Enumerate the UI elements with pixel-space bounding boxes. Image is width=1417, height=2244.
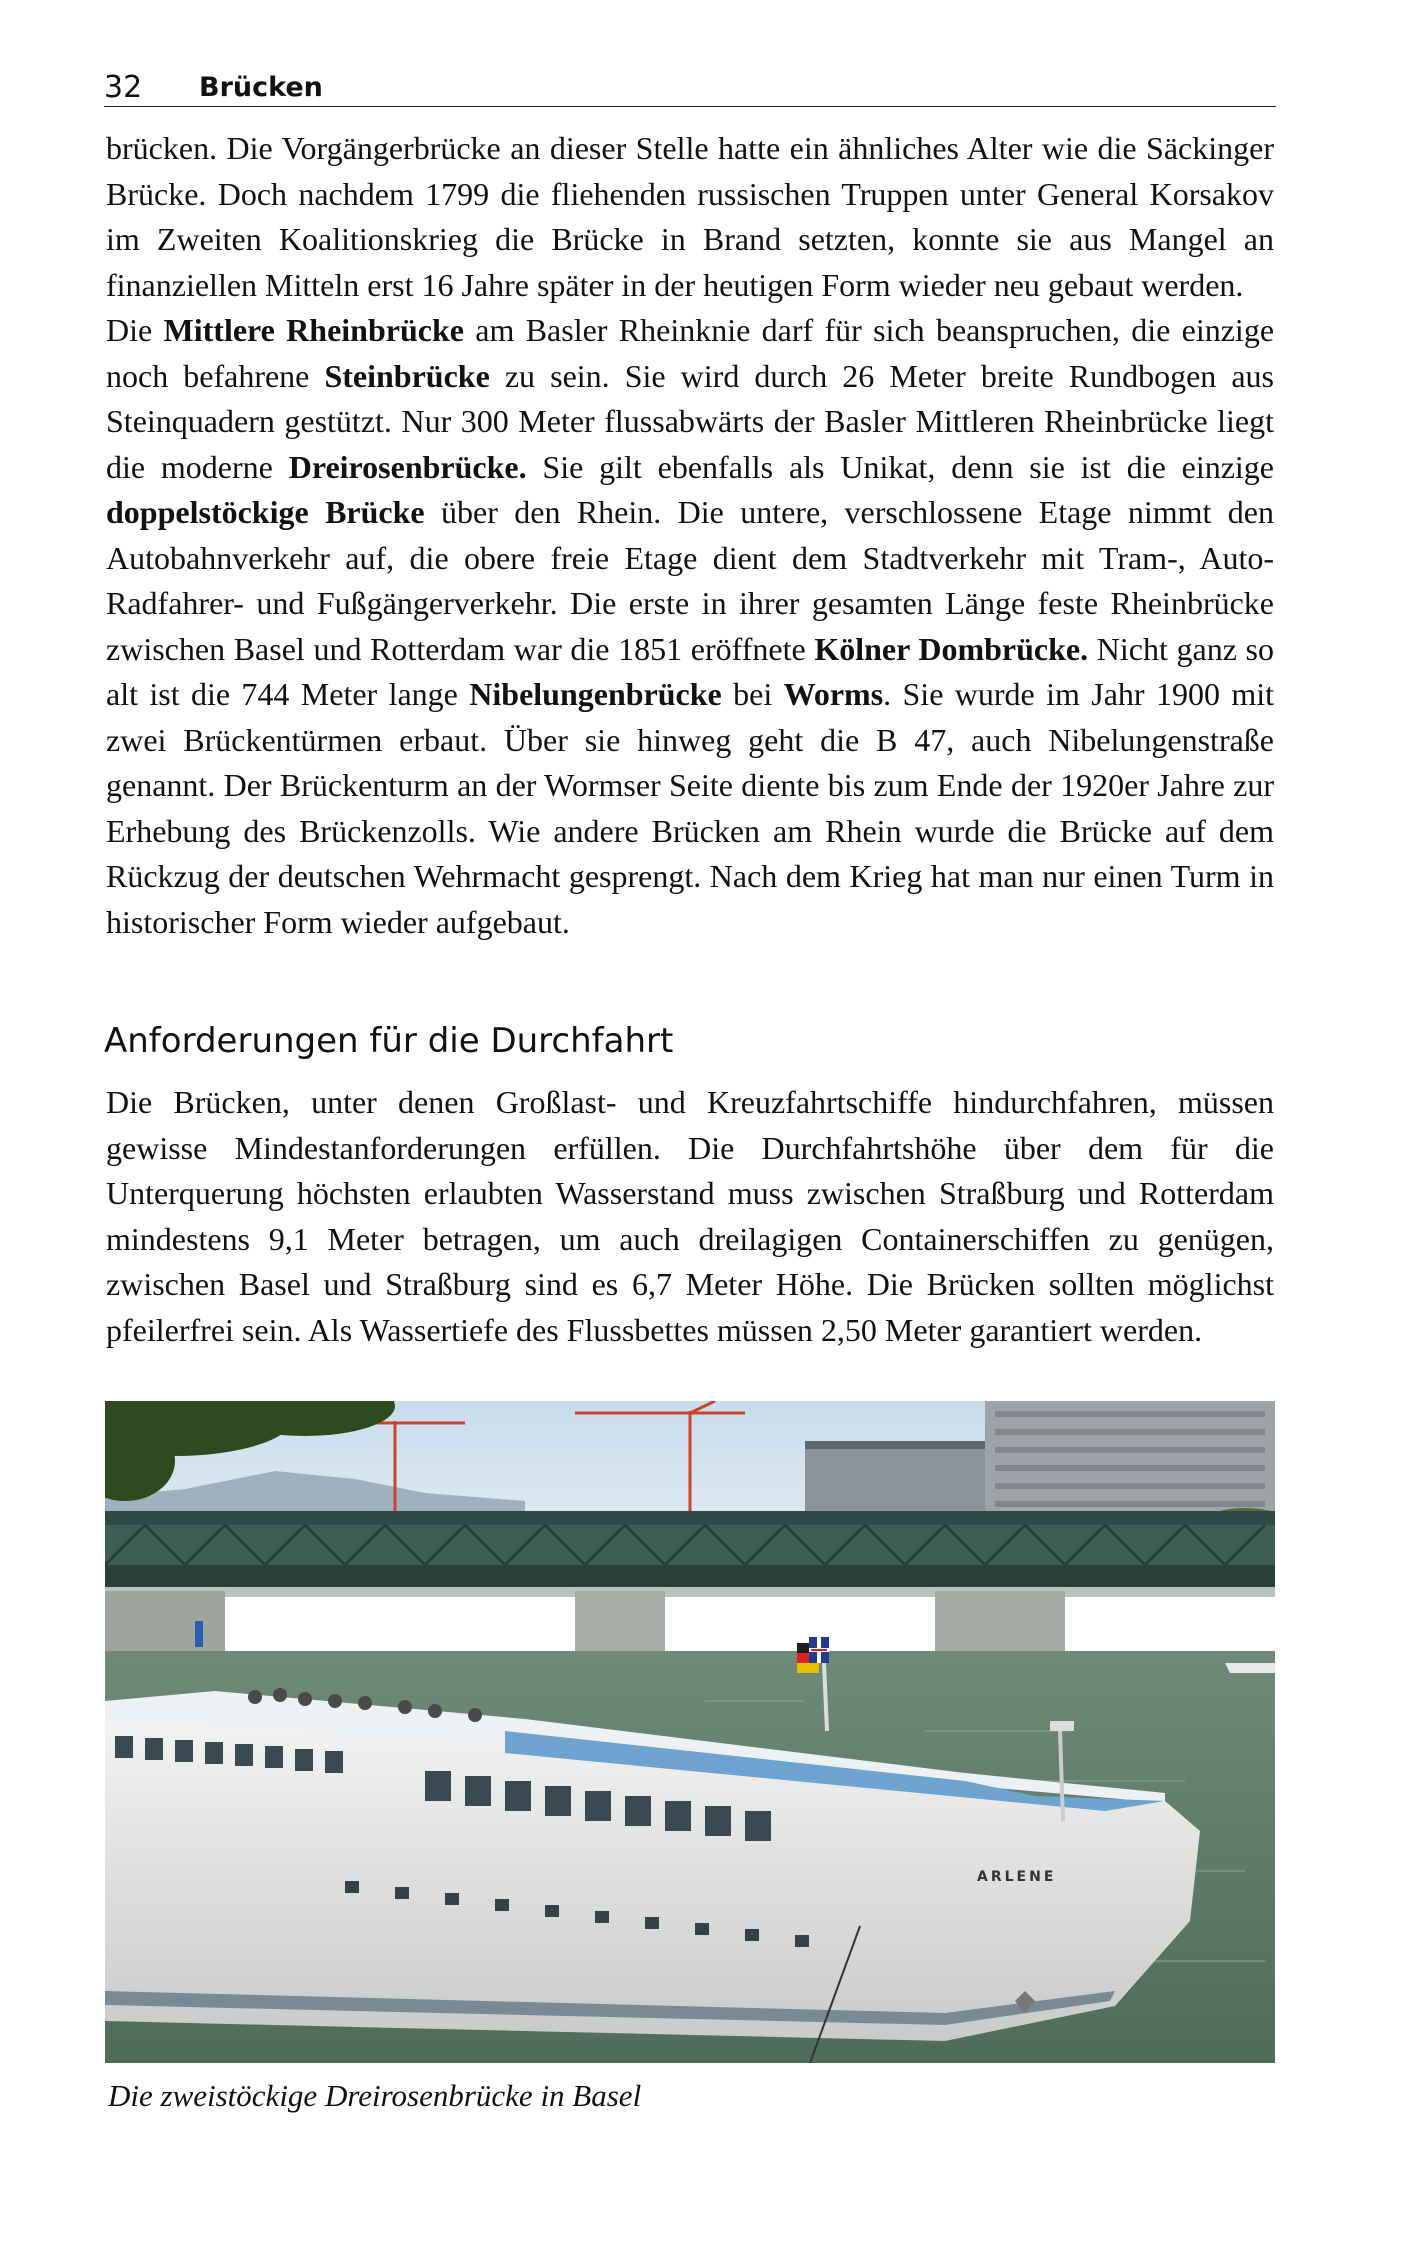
term-doppelstoeckige-bruecke: doppelstöckige Brücke bbox=[106, 494, 425, 530]
text-run: bei bbox=[721, 676, 784, 712]
body-text bbox=[106, 126, 1274, 945]
text-run: zu sein. Sie wird durch 26 Meter breite Rundbogen aus Steinquadern gestützt. Nur 300 Meter flussabwärts der Basler Mittleren Rheinbrücke liegt die moderne bbox=[106, 357, 1275, 485]
page-number: 32 bbox=[104, 70, 143, 105]
paragraph-rhine-bridges bbox=[106, 308, 1274, 945]
section-title: Brücken bbox=[199, 72, 323, 103]
term-dreirosenbruecke: Dreirosenbrücke. bbox=[288, 448, 527, 485]
text-run: Die bbox=[106, 312, 164, 348]
term-koelner-dombruecke: Kölner Dombrücke. bbox=[814, 630, 1089, 667]
text-run: . Sie wurde im Jahr 1900 mit zwei Brückentürmen erbaut. Über sie hinweg geht die B 47, auch Nibelungenstraße genannt. Der Brückenturm an der Wormser Seite diente bis zum Ende der 1920er Jahre zur Erhebung des Brückenzolls. Wie andere Brücken am Rhein wurde die Brücke auf dem Rückzug der deutschen Wehrmacht gesprengt. Nach dem Krieg hat man nur einen Turm in historischer Form wieder aufgebaut. bbox=[106, 676, 1275, 940]
term-worms: Worms bbox=[783, 676, 884, 712]
term-mittlere-rheinbruecke: Mittlere Rheinbrücke bbox=[163, 312, 464, 348]
text-run: über den Rhein. Die untere, verschlossene Etage nimmt den Autobahnverkehr auf, die obere freie Etage dient dem Stadtverkehr mit Tram-, Auto- Radfahrer- und Fußgängerverkehr. Die erste in ihrer gesamten Länge feste Rheinbrücke zwischen Basel und Rotterdam war die 1851 eröffnete bbox=[106, 494, 1275, 667]
photo-dreirosenbruecke bbox=[105, 1401, 1275, 2063]
subheading: Anforderungen für die Durchfahrt bbox=[104, 1021, 674, 1061]
text-run: Sie gilt ebenfalls als Unikat, denn sie ist die einzige bbox=[526, 448, 1275, 485]
term-steinbruecke: Steinbrücke bbox=[324, 357, 490, 394]
body-text-2 bbox=[106, 1080, 1274, 1353]
ship-name-label: ARLENE bbox=[977, 1869, 1057, 1885]
term-nibelungenbruecke: Nibelungenbrücke bbox=[469, 676, 722, 712]
paragraph-requirements: Die Brücken, unter denen Großlast- und Kreuzfahrtschiffe hindurchfahren, müssen gewisse Mindestanforderungen erfüllen. Die Durchfahrtshöhe über dem für die Unterquerung höchsten erlaubten Wasserstand muss zwischen Straßburg und Rotterdam mindestens 9,1 Meter betragen, um auch dreilagigen Containerschiffen zu genügen, zwischen Basel und Straßburg sind es 6,7 Meter Höhe. Die Brücken sollten möglichst pfeilerfrei sein. Als Wassertiefe des Flussbettes müssen 2,50 Meter garantiert werden. bbox=[106, 1084, 1274, 1348]
photo-caption: Die zweistöckige Dreirosenbrücke in Basel bbox=[108, 2078, 642, 2113]
running-header bbox=[104, 70, 1276, 107]
paragraph-bridge-history: brücken. Die Vorgängerbrücke an dieser Stelle hatte ein ähnliches Alter wie die Säckinger Brücke. Doch nachdem 1799 die fliehenden russischen Truppen unter General Korsakov im Zweiten Koalitionskrieg die Brücke in Brand setzten, konnte sie aus Mangel an finanziellen Mitteln erst 16 Jahre später in der heutigen Form wieder neu gebaut werden. bbox=[106, 130, 1274, 303]
text-run: am Basler Rheinknie darf für sich beanspruchen, die einzige noch befahrene bbox=[106, 312, 1275, 394]
text-run: Nicht ganz so alt ist die 744 Meter lange bbox=[106, 630, 1274, 712]
